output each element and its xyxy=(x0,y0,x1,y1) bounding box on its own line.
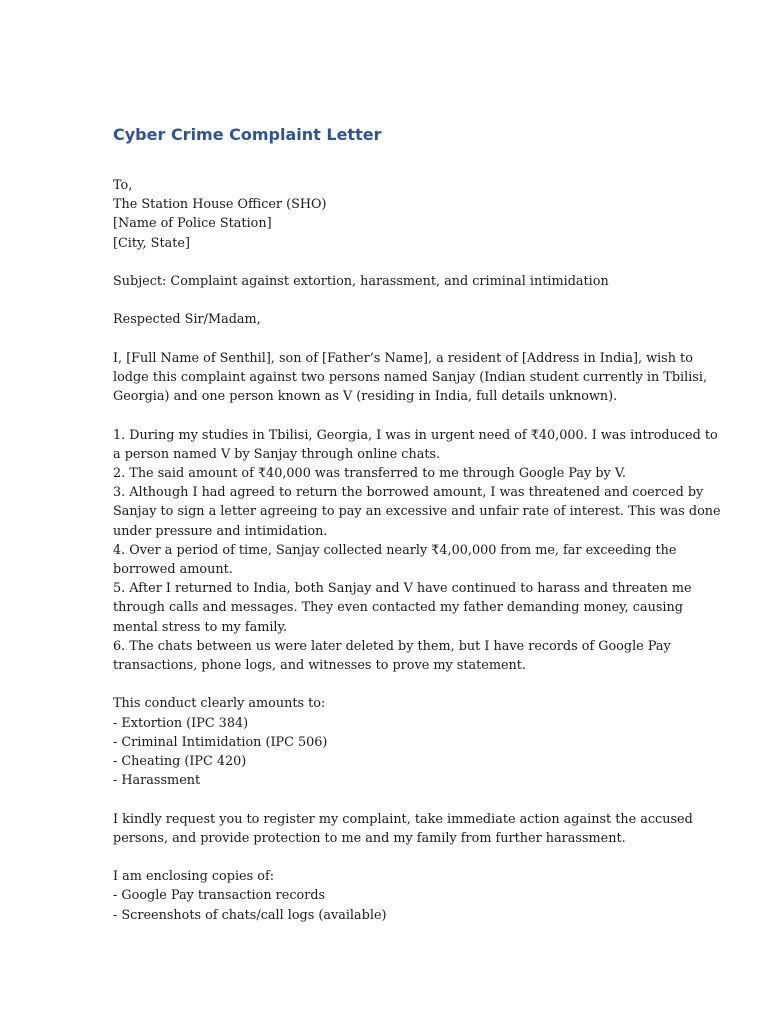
text-line: under pressure and intimidation. xyxy=(113,523,328,539)
blank-line xyxy=(113,253,688,272)
blank-line xyxy=(113,291,688,310)
text-line: 2. The said amount of ₹40,000 was transferred to me through Google Pay by V. xyxy=(113,465,626,481)
text-line: through calls and messages. They even contacted my father demanding money, causing xyxy=(113,600,683,616)
document-body xyxy=(113,176,721,925)
text-line: persons, and provide protection to me and my family from further harassment. xyxy=(113,830,626,846)
blank-line xyxy=(113,330,688,349)
text-line: To, xyxy=(113,178,133,193)
text-line: - Google Pay transaction records xyxy=(113,888,326,904)
text-line: I am enclosing copies of: xyxy=(113,869,275,885)
blank-line xyxy=(113,848,688,867)
blank-line xyxy=(113,406,688,425)
text-line: mental stress to my family. xyxy=(113,619,288,635)
text-line: [Name of Police Station] xyxy=(113,216,272,232)
text-line: I, [Full Name of Senthil], son of [Father’s Name], a resident of [Address in India], wish to xyxy=(113,350,693,366)
text-line: This conduct clearly amounts to: xyxy=(113,696,326,712)
text-line: 5. After I returned to India, both Sanjay and V have continued to harass and threaten me xyxy=(113,581,692,597)
text-line: - Criminal Intimidation (IPC 506) xyxy=(113,734,328,750)
text-line: a person named V by Sanjay through online chats. xyxy=(113,446,441,462)
text-line: borrowed amount. xyxy=(113,562,233,577)
text-line: 6. The chats between us were later deleted by them, but I have records of Google Pay xyxy=(113,638,671,654)
document-title: Cyber Crime Complaint Letter xyxy=(113,125,382,144)
text-line: The Station House Officer (SHO) xyxy=(113,197,327,213)
blank-line xyxy=(113,675,688,694)
text-line: 3. Although I had agreed to return the borrowed amount, I was threatened and coerced by xyxy=(113,485,704,501)
text-line: transactions, phone logs, and witnesses to prove my statement. xyxy=(113,658,527,674)
text-line: 4. Over a period of time, Sanjay collected nearly ₹4,00,000 from me, far exceeding the xyxy=(113,542,677,558)
text-line: lodge this complaint against two persons named Sanjay (Indian student currently in Tbilisi, xyxy=(113,369,708,385)
text-line: [City, State] xyxy=(113,235,190,251)
text-line: - Cheating (IPC 420) xyxy=(113,754,247,770)
text-line: Sanjay to sign a letter agreeing to pay an excessive and unfair rate of interest. This was done xyxy=(113,504,721,520)
text-line: Respected Sir/Madam, xyxy=(113,312,261,328)
text-line: I kindly request you to register my complaint, take immediate action against the accused xyxy=(113,811,693,827)
text-line: Subject: Complaint against extortion, harassment, and criminal intimidation xyxy=(113,274,609,289)
blank-line xyxy=(113,790,688,809)
text-line: - Screenshots of chats/call logs (available) xyxy=(113,907,387,923)
text-line: - Extortion (IPC 384) xyxy=(113,715,249,731)
text-line: 1. During my studies in Tbilisi, Georgia, I was in urgent need of ₹40,000. I was introduced to xyxy=(113,427,718,443)
text-line: Georgia) and one person known as V (residing in India, full details unknown). xyxy=(113,389,618,405)
text-line: - Harassment xyxy=(113,773,201,789)
